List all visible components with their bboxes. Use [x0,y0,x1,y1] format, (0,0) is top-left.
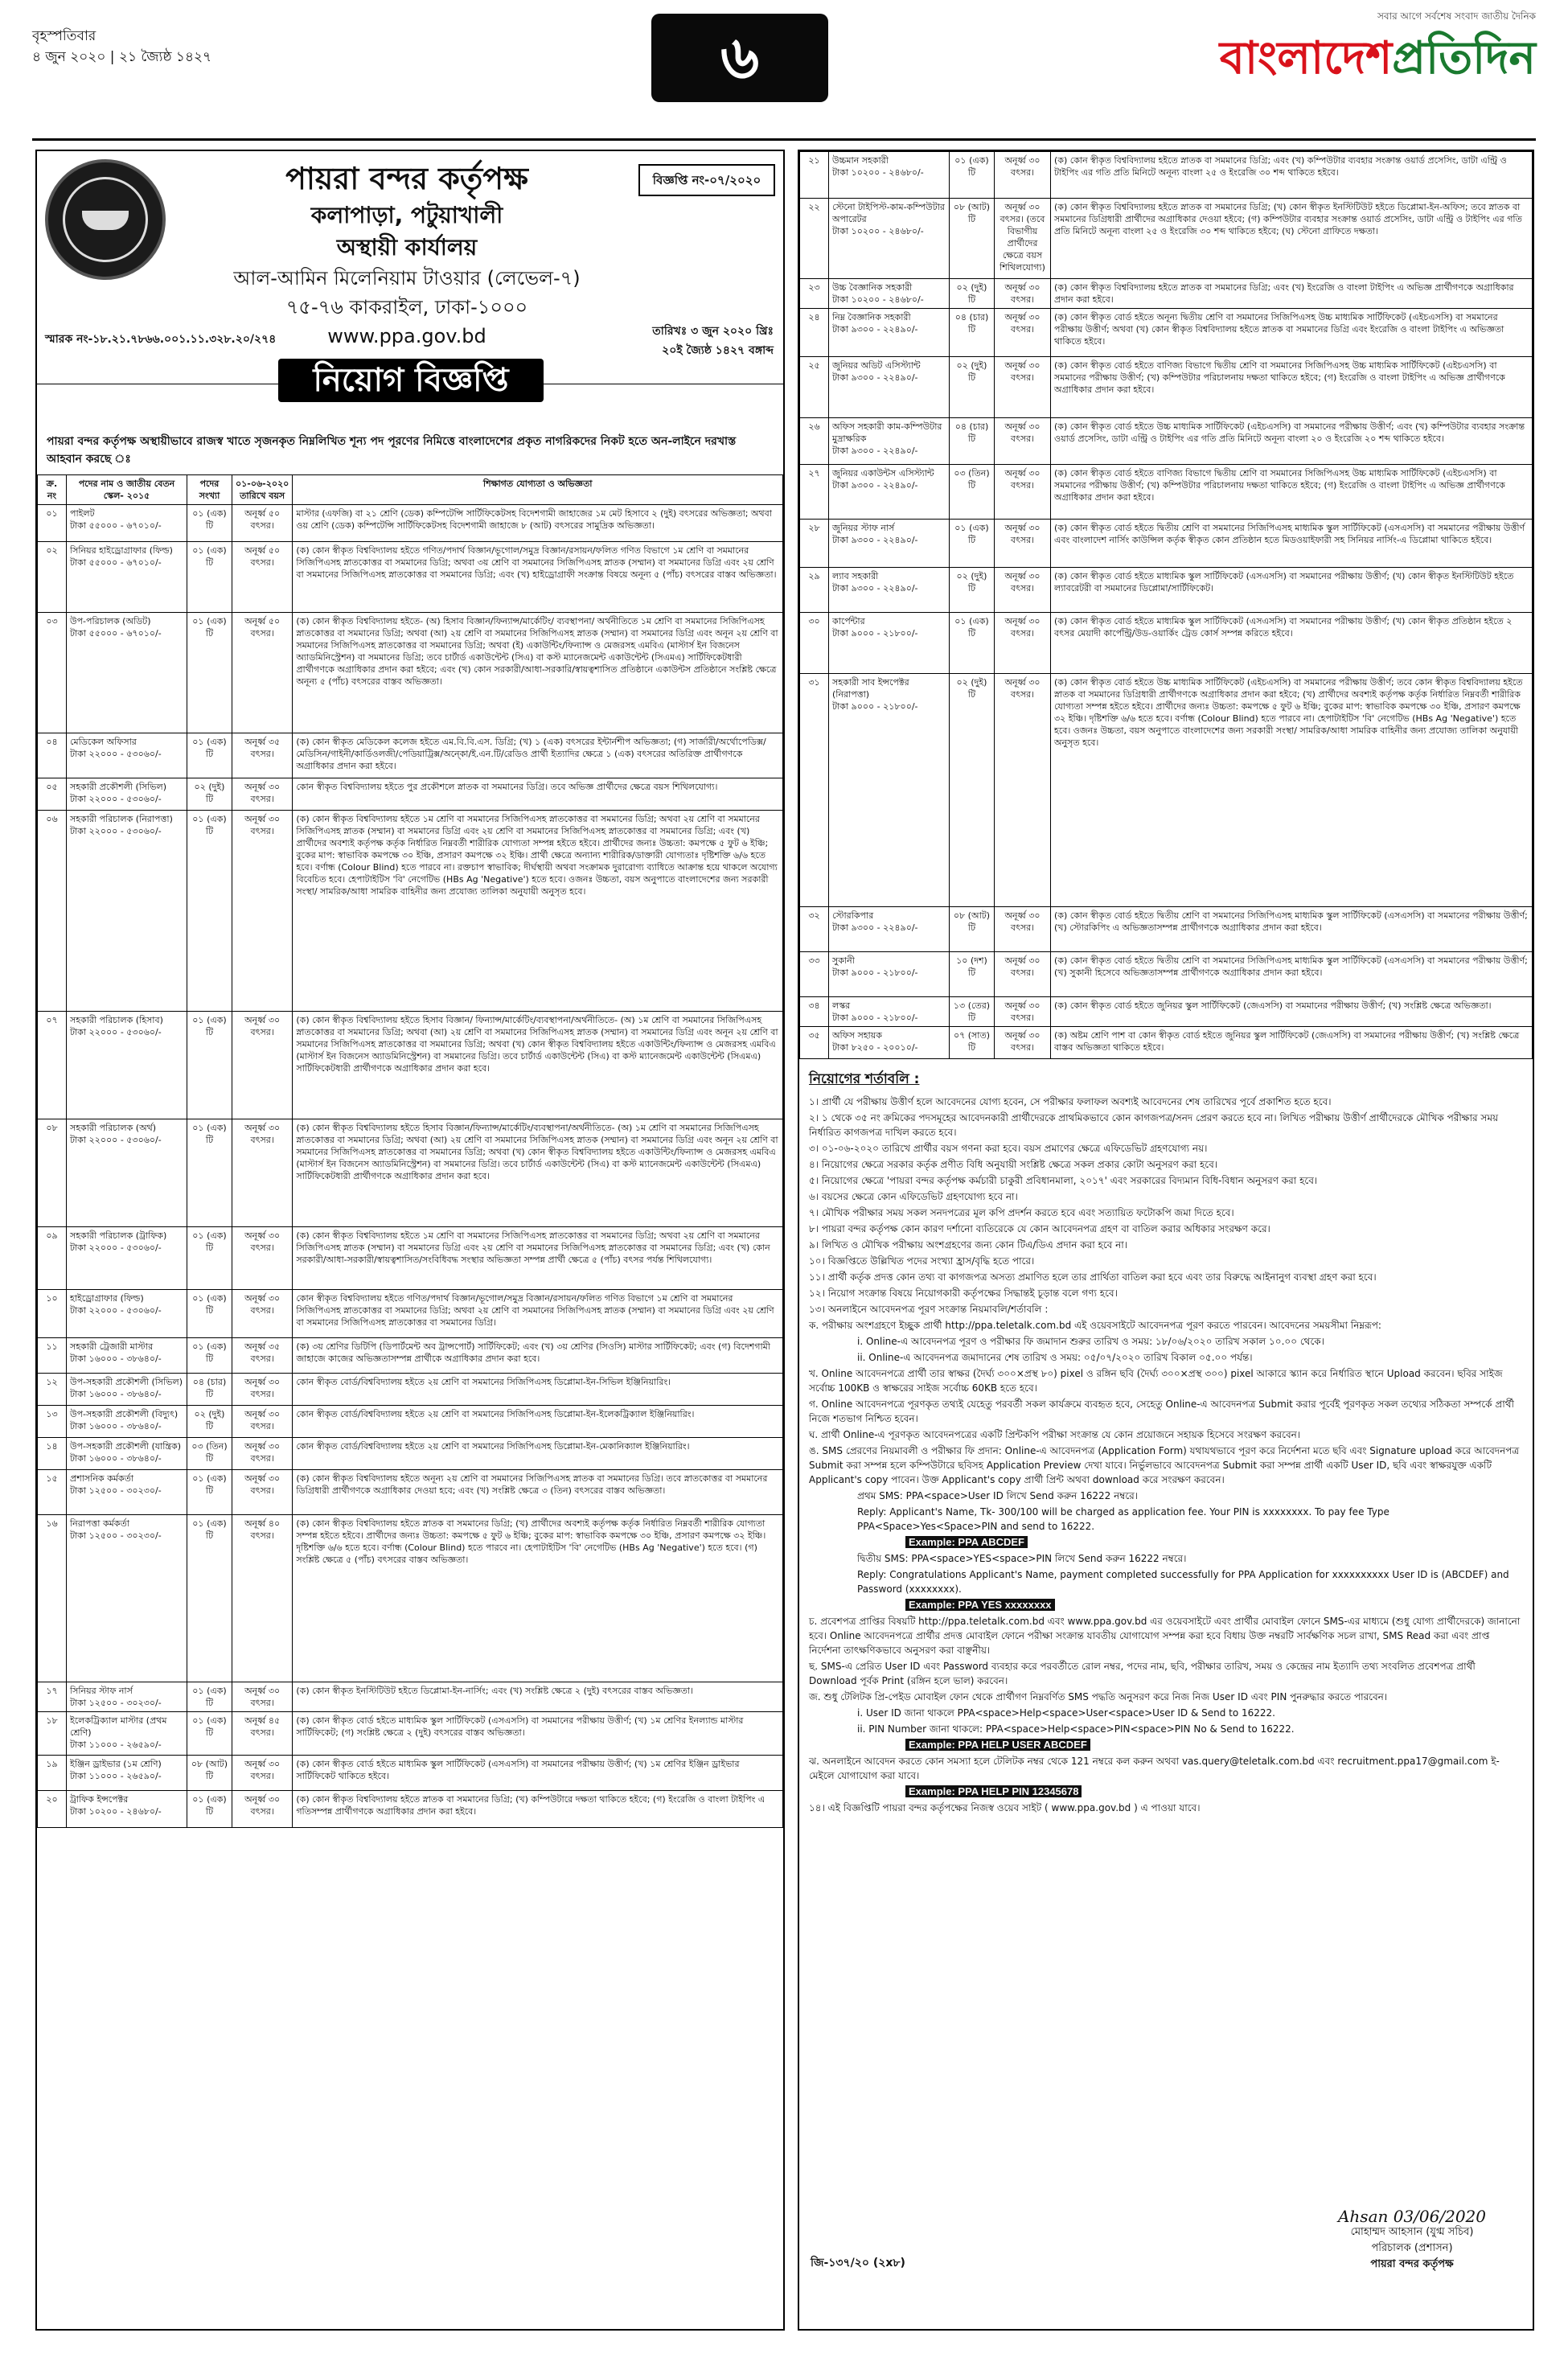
age-cell: অনূর্ধ্ব ৩০ বৎসর। [232,1470,293,1515]
qualification-cell: (ক) কোন স্বীকৃত বোর্ড হইতে মাধ্যমিক স্কুল সার্টিফিকেট (এসএসসি) বা সমমানের পরীক্ষায় উত্তীর্ণ; (খ) ১ম শ্রেণির ইনল্যান্ড মাস্টার সার্টিফিকেট; (গ) সংশ্লিষ্ট ক্ষেত্রে ২ (দুই) বৎসরের বাস্তব অভিজ্ঞতা। [293,1712,783,1756]
online-rule-item: Reply: Congratulations Applicant's Name, payment completed successfully for PPA Application for xxxxxxxxxx User ID is (ABCDEF) and Password (xxxxxxxx). [857,1569,1509,1595]
sl-cell: ২২ [800,199,829,279]
count-cell: ০২ (দুই) টি [950,674,995,907]
post-name-cell: ট্রাফিক ইন্সপেক্টর টাকা ১০২০০ - ২৪৬৮০/- [67,1791,187,1828]
count-cell: ০১ (এক) টি [187,1227,232,1290]
rule-item: ১২। নিয়োগ সংক্রান্ত বিষয়ে নিয়োগকারী কর্তৃপক্ষের সিদ্ধান্তই চূড়ান্ত বলে গণ্য হবে। [809,1288,1118,1299]
post-name-cell: সহকারী প্রকৌশলী (সিভিল) টাকা ২২০০০ - ৫৩০৬০/- [67,778,187,811]
post-name-cell: নিরাপত্তা কর্মকর্তা টাকা ১২৫০০ - ৩০২৩০/- [67,1515,187,1682]
age-cell: অনূর্ধ্ব ৩০ বৎসর। [232,778,293,811]
qualification-cell: (ক) কোন স্বীকৃত বোর্ড হইতে বাণিজ্য বিভাগে দ্বিতীয় শ্রেণি বা সমমানের সিজিপিএসহ উচ্চ মাধ্যমিক সার্টিফিকেট (এইচএসসি) বা সমমানের পরীক্ষায় উত্তীর্ণ; (খ) কম্পিউটার পরিচালনায় দক্ষতা থাকিতে হইবে; (গ) ইংরেজি ও বাংলা টাইপিং এ অভিজ্ঞ প্রার্থীগণকে অগ্রাধিকার প্রদান করা হইবে। [1051,465,1533,520]
qualification-cell: (ক) কোন স্বীকৃত বোর্ড হইতে উচ্চ মাধ্যমিক সার্টিফিকেট (এইচএসসি) বা সমমানের পরীক্ষায় উত্তীর্ণ; এবং (খ) কম্পিউটার ব্যবহার সংক্রান্ত ওয়ার্ড প্রসেসিং, ডাটা এন্ট্রি ও টাইপিং এর গতি প্রতি মিনিটে অনূন্য বাংলা ২০ ও ইংরেজি ২০ শব্দ থাকিতে হইবে। [1051,418,1533,465]
issue-date: বৃহস্পতিবার ৪ জুন ২০২০ | ২১ জ্যৈষ্ঠ ১৪২৭ [32,28,212,65]
online-rule-item: ১৪। এই বিজ্ঞপ্তিটি পায়রা বন্দর কর্তৃপক্ষের নিজস্ব ওয়েব সাইট ( www.ppa.gov.bd ) এ পাওয়া যাবে। [809,1802,1201,1813]
qualification-cell: (ক) কোন স্বীকৃত বোর্ড হইতে অনূন্য দ্বিতীয় শ্রেণি বা সমমানের সিজিপিএসহ উচ্চ মাধ্যমিক সার্টিফিকেট (এইচএসসি) বা সমমানের পরীক্ষায় উত্তীর্ণ; অথবা (খ) কোন স্বীকৃত বিশ্ববিদ্যালয় হইতে স্নাতক বা সমমানের ডিগ্রি এবং ইংরেজি ও বাংলা টাইপিং এ অভিজ্ঞতা থাকিতে হইবে। [1051,309,1533,357]
notice-title: নিয়োগ বিজ্ঞপ্তি [278,359,544,402]
qualification-cell: (ক) কোন স্বীকৃত বোর্ড হইতে জুনিয়র স্কুল সার্টিফিকেট (জেএসসি) বা সমমানের পরীক্ষায় উত্তীর্ণ; (খ) সংশ্লিষ্ট ক্ষেত্রে অভিজ্ঞতা। [1051,997,1533,1027]
rules-list [799,1095,1533,1815]
age-cell: অনূর্ধ্ব ৩০ বৎসর। [995,465,1051,520]
sl-cell: ২৯ [800,568,829,613]
sl-cell: ১৩ [38,1406,67,1438]
qualification-cell: (ক) কোন স্বীকৃত বিশ্ববিদ্যালয় হইতে ১ম শ্রেণি বা সমমানের সিজিপিএসহ স্নাতকোত্তর বা সমমানের ডিগ্রি; অথবা ২য় শ্রেণি বা সমমানের সিজিপিএসহ স্নাতক (সম্মান) বা সমমানের ডিগ্রি এবং ২য় শ্রেণি বা সমমানের সিজিপিএসহ স্নাতকোত্তর বা সমমানের ডিগ্রি; এবং (খ) প্রার্থীদের অবশ্যই কর্তৃপক্ষ কর্তৃক নির্ধারিত নিম্নবর্তী শারীরিক যোগ্যতা সম্পন্ন হইতে হইবে। প্রার্থীদের জন্যঃ উচ্চতা: কমপক্ষে ৫ ফুট ৬ ইঞ্চি; বুকের মাপ: স্বাভাবিক কমপক্ষে ৩০ ইঞ্চি, প্রসারণ কমপক্ষে ৩২ ইঞ্চি। প্রার্থী ক্ষেত্রে অন্যান্য শারীরিক/ডাক্তারী যোগ্যতাঃ দৃষ্টিশক্তি ৬/৬ হতে হবে। বর্ণান্ধ (Colour Blind) হতে পারবে না। রক্তচাপ স্বাভাবিক; দীর্ঘস্থায়ী অথবা সংক্রামক দুরারোগ্য ব্যাধিতে আক্রান্ত হয়ে থাকলে অযোগ্য বিবেচিত হবে। হেপাটাইটিস 'বি' নেগেটিভ (HBs Ag 'Negative') হতে হবে। ওজনঃ উচ্চতা, বয়স অনুপাতে বাংলাদেশের জন্য সরকারী সংস্থা/ সামরিক/আধা সামরিক বাহিনীর জন্য প্রযোজ্য তালিকা অনুযায়ী অনুসৃত হবে। [293,811,783,1012]
age-cell: অনূর্ধ্ব ৩০ বৎসর। [232,811,293,1012]
online-rule-item: ছ. SMS-এ প্রেরিত User ID এবং Password ব্যবহার করে পরবর্তীতে রোল নম্বর, পদের নাম, ছবি, পরীক্ষার তারিখ, সময় ও কেন্দ্রের নাম ইত্যাদি তথ্য সংবলিত প্রবেশপত্র প্রার্থী Download পূর্বক Print (রঙ্গিন হলে ভাল) করবেন। [809,1661,1476,1686]
sl-cell: ১৪ [38,1438,67,1470]
sl-cell: ১৭ [38,1682,67,1712]
newspaper-logo: সবার আগে সর্বশেষ সংবাদ জাতীয় দৈনিক বাংলাদেশপ্রতিদিন [1219,10,1536,84]
qualification-cell: (ক) কোন স্বীকৃত বিশ্ববিদ্যালয় হইতে স্নাতক বা সমমানের ডিগ্রি; (খ) কোন স্বীকৃত ইনস্টিটিউট হইতে ডিপ্লোমা-ইন-অফিস; তবে স্নাতক বা সমমানের ডিগ্রিধারী প্রার্থীদের অগ্রাধিকার দেওয়া হইবে; (গ) কম্পিউটার ব্যবহার সংক্রান্ত ওয়ার্ড প্রসেসিং, ডাটা এন্ট্রি ও টাইপিং এর গতি প্রতি মিনিটে অনূন্য বাংলা ২৫ ও ইংরেজি ৩০ শব্দ থাকিতে হইবে; (ঘ) স্টেনো গ্রাফিতে দক্ষতা। [1051,199,1533,279]
age-cell: অনূর্ধ্ব ৫০ বৎসর। [232,542,293,613]
qualification-cell: (ক) কোন স্বীকৃত বোর্ড হইতে দ্বিতীয় শ্রেণি বা সমমানের সিজিপিএসহ মাধ্যমিক স্কুল সার্টিফিকেট (এসএসসি) বা সমমানের পরীক্ষায় উত্তীর্ণ; (খ) স্টোরকিপিং এ অভিজ্ঞতাসম্পন্ন প্রার্থীগণকে অগ্রাধিকার প্রদান করা হইবে। [1051,907,1533,952]
post-name-cell: উপ-পরিচালক (অডিট) টাকা ৫৫০০০ - ৬৭০১০/- [67,613,187,733]
rule-item: ৫। নিয়োগের ক্ষেত্রে 'পায়রা বন্দর কর্তৃপক্ষ কর্মচারী চাকুরী প্রবিধানমালা, ২০১৭' এবং সরকারের বিদ্যমান বিধি-বিধান অনুসরণ করা হবে। [809,1175,1318,1186]
count-cell: ০৪ (চার) টি [950,309,995,357]
sl-cell: ০২ [38,542,67,613]
age-cell: অনূর্ধ্ব ৩০ বৎসর। [995,613,1051,674]
organization-block: পায়রা বন্দর কর্তৃপক্ষ কলাপাড়া, পটুয়াখালী অস্থায়ী কার্যালয় আল-আমিন মিলেনিয়াম টাওয়ার (লেভেল-৭) ৭৫-৭৬ কাকরাইল, ঢাকা-১০০০ www.ppa.gov.bd [233,161,581,347]
count-cell: ০১ (এক) টি [187,1682,232,1712]
sl-cell: ২১ [800,152,829,199]
sl-cell: ১৮ [38,1712,67,1756]
count-cell: ০২ (দুই) টি [187,1406,232,1438]
post-name-cell: স্টেনো টাইপিস্ট-কাম-কম্পিউটার অপারেটর টাকা ১০২০০ - ২৪৬৮০/- [829,199,950,279]
rule-item: ৪। নিয়োগের ক্ষেত্রে সরকার কর্তৃক প্রণীত বিধি অনুযায়ী সংশ্লিষ্ট ক্ষেত্রে সকল প্রকার কোটা অনুসরণ করা হবে। [809,1159,1218,1170]
post-name-cell: ইঞ্জিন ড্রাইভার (১ম শ্রেণি) টাকা ১১০০০ - ২৬৫৯০/- [67,1756,187,1791]
notice-intro: পায়রা বন্দর কর্তৃপক্ষ অস্থায়ীভাবে রাজস্ব খাতে সৃজনকৃত নিম্নলিখিত শূন্য পদ পূরণের নিমিত্তে বাংলাদেশের প্রকৃত নাগরিকদের নিকট হতে অন-লাইনে দরখাস্ত আহবান করছে ঃ [47,435,737,466]
sl-cell: ০৩ [38,613,67,733]
rule-item: ১। প্রার্থী যে পরীক্ষায় উত্তীর্ণ হলে আবেদনের যোগ্য হবেন, সে পরীক্ষার ফলাফল অবশ্যই আবেদনের শেষ তারিখের পূর্বে প্রকাশিত হতে হবে। [809,1096,1332,1107]
sl-cell: ১০ [38,1290,67,1338]
rule-item: ৯। লিখিত ও মৌখিক পরীক্ষায় অংশগ্রহণের জন্য কোন টিএ/ডিএ প্রদান করা হবে না। [809,1239,1128,1251]
sl-cell: ১১ [38,1338,67,1374]
table-row [38,1756,783,1791]
post-name-cell: সিনিয়র স্টাফ নার্স টাকা ১২৫০০ - ৩০২৩০/- [67,1682,187,1712]
sl-cell: ০১ [38,505,67,542]
age-cell: অনূর্ধ্ব ৩৫ বৎসর। [232,733,293,778]
count-cell: ০১ (এক) টি [950,520,995,568]
sl-cell: ৩৫ [800,1027,829,1059]
qualification-cell: (ক) কোন স্বীকৃত বিশ্ববিদ্যালয় হইতে স্নাতক বা সমমানের ডিগ্রি; এবং (খ) ইংরেজি ও বাংলা টাইপিং এ অভিজ্ঞ প্রার্থীগণকে অগ্রাধিকার প্রদান করা হইবে। [1051,279,1533,309]
post-name-cell: জুনিয়র একাউন্টস এসিস্ট্যান্ট টাকা ৯৩০০ - ২২৪৯০/- [829,465,950,520]
count-cell: ০১ (এক) টি [187,1012,232,1119]
age-cell: অনূর্ধ্ব ৩০ বৎসর। [995,357,1051,418]
sl-cell: ০৪ [38,733,67,778]
qualification-cell: কোন স্বীকৃত বিশ্ববিদ্যালয় হইতে পুর প্রকৌশলে স্নাতক বা সমমানের ডিগ্রি। তবে অভিজ্ঞ প্রার্থীদের ক্ষেত্রে বয়স শিথিলযোগ্য। [293,778,783,811]
age-cell: অনূর্ধ্ব ৩০ বৎসর। [232,1756,293,1791]
post-name-cell: প্রশাসনিক কর্মকর্তা টাকা ১২৫০০ - ৩০২৩০/- [67,1470,187,1515]
post-name-cell: স্টোরকিপার টাকা ৯৩০০ - ২২৪৯০/- [829,907,950,952]
table-row [800,568,1533,613]
age-cell: অনূর্ধ্ব ৩০ বৎসর। [232,1682,293,1712]
post-name-cell: অফিস সহকারী কাম-কম্পিউটার মুদ্রাক্ষরিক টাকা ৯৩০০ - ২২৪৯০/- [829,418,950,465]
qualification-cell: (ক) কোন স্বীকৃত বিশ্ববিদ্যালয় হইতে স্নাতক বা সমমানের ডিগ্রি; এবং (খ) কম্পিউটার ব্যবহার সংক্রান্ত ওয়ার্ড প্রসেসিং, ডাটা এন্ট্রি ও টাইপিং এর গতি প্রতি মিনিটে অনূন্য বাংলা ২৫ ও ইংরেজি ৩০ শব্দ থাকিতে হইবে। [1051,152,1533,199]
age-cell: অনূর্ধ্ব ৩০ বৎসর। [232,1438,293,1470]
qualification-cell: (ক) কোন স্বীকৃত মেডিকেল কলেজ হইতে এম.বি.বি.এস. ডিগ্রি; (খ) ১ (এক) বৎসরের ইন্টার্নশীপ অভিজ্ঞতা; (গ) সার্জারী/অর্থোপেডিক্স/মেডিসিন/গাইনী/কার্ডিওলজী/পেডিয়াট্রিক্স/অন্কো/ই.এন.টি/রেডিও প্রার্থী ইত্যাদির ক্ষেত্রে ১ (এক) বৎসরের অতিরিক্ত প্রার্থীগণকে অগ্রাধিকার প্রদান করা হইবে। [293,733,783,778]
masthead-divider [32,138,1536,141]
post-name-cell: কার্পেন্টার টাকা ৯০০০ - ২১৮০০/- [829,613,950,674]
online-rule-item: ক. পরীক্ষায় অংশগ্রহণে ইচ্ছুক প্রার্থী http://ppa.teletalk.com.bd এই ওয়েবসাইটে আবেদনপত্র পূরণ করতে পারবেন। আবেদনের সময়সীমা নিম্নরূপ: [809,1320,1381,1331]
online-rule-item: ii. PIN Number জানা থাকলে: PPA<space>Help<space>PIN<space>PIN No & Send to 16222. [857,1723,1295,1735]
rule-item: ৮। পায়রা বন্দর কর্তৃপক্ষ কোন কারণ দর্শানো ব্যতিরেকে যে কোন আবেদনপত্র গ্রহণ বা বাতিল করার অধিকার সংরক্ষণ করে। [809,1223,1270,1234]
qualification-cell: (ক) কোন স্বীকৃত বিশ্ববিদ্যালয় হইতে হিসাব বিজ্ঞান/ফিন্যান্স/মার্কেটিং/ব্যবস্থাপনা/অর্থনীতিতে- (অ) ১ম শ্রেণি বা সমমানের সিজিপিএসহ স্নাতকোত্তর বা সমমানের ডিগ্রি; অথবা (আ) ২য় শ্রেণি বা সমমানের সিজিপিএসহ স্নাতক (সম্মান) বা সমমানের ডিগ্রি এবং অনূন ২য় শ্রেণি বা সমমানের সিজিপিএসহ স্নাতকোত্তর বা সমমানের ডিগ্রি; অথবা (খ) কোন স্বীকৃত বিশ্ববিদ্যালয় হইতে একাউন্টিং/ফিন্যান্স ও মেজরসহ এমবিএ (মাস্টার্স ইন বিজনেস অ্যাডমিনিস্ট্রেশন) বা সমমানের ডিগ্রি। তবে চার্টার্ড একাউন্টেন্ট (সিএ) বা কস্ট ম্যানেজমেন্ট একাউন্টেন্ট (সিএমএ) সার্টিফিকেটধারী প্রার্থীগণকে অগ্রাধিকার প্রদান করা হবে। [293,1119,783,1227]
online-rule-item: দ্বিতীয় SMS: PPA<space>YES<space>PIN লিখে Send করুন 16222 নম্বরে। [857,1553,1187,1564]
table-row [38,1438,783,1470]
notice-date: তারিখঃ ৩ জুন ২০২০ খ্রিঃ ২০ই জ্যৈষ্ঠ ১৪২৭ বঙ্গাব্দ [652,325,774,357]
ad-code: জি-১৩৭/২০ (২x৮) [811,2257,905,2269]
sms-example: Example: PPA HELP USER ABCDEF [905,1738,1523,1752]
age-cell: অনূর্ধ্ব ৩০ বৎসর। [995,674,1051,907]
post-name-cell: ইলেকট্রিক্যাল মাস্টার (প্রথম শ্রেণি) টাকা ১১০০০ - ২৬৫৯০/- [67,1712,187,1756]
sl-cell: ২৭ [800,465,829,520]
count-cell: ০১ (এক) টি [187,542,232,613]
count-cell: ০৮ (আট) টি [950,199,995,279]
age-cell: অনূর্ধ্ব ৫০ বৎসর। [232,505,293,542]
signature-block: Ahsan 03/06/2020 মোহাম্মদ আহসান (যুগ্ম সচিব) পরিচালক (প্রশাসন) পায়রা বন্দর কর্তৃপক্ষ [1307,2208,1517,2273]
table-row [38,778,783,811]
age-cell: অনূর্ধ্ব ৩৫ বৎসর। [232,1338,293,1374]
table-row [800,997,1533,1027]
post-name-cell: অফিস সহায়ক টাকা ৮২৫০ - ২০০১০/- [829,1027,950,1059]
count-cell: ০১ (এক) টি [950,152,995,199]
post-name-cell: উপ-সহকারী প্রকৌশলী (বিদ্যুৎ) টাকা ১৬০০০ - ৩৮৬৪০/- [67,1406,187,1438]
qualification-cell: (ক) কোন স্বীকৃত বোর্ড হইতে মাধ্যমিক স্কুল সার্টিফিকেট (এসএসসি) বা সমমানের পরীক্ষায় উত্তীর্ণ; (খ) কোন স্বীকৃত ইনস্টিটিউট হইতে ল্যাবরেটরী বা সমমানের ডিপ্লোমা/সার্টিফিকেট। [1051,568,1533,613]
online-rule-item: প্রথম SMS: PPA<space>User ID লিখে Send করুন 16222 নম্বরে। [857,1490,1139,1501]
count-cell: ০২ (দুই) টি [187,778,232,811]
notice-header [37,151,783,384]
table-row [38,613,783,733]
online-rule-item: ঘ. প্রার্থী Online-এ পূরণকৃত আবেদনপত্রের একটি প্রিন্টকপি পরীক্ষা সংক্রান্ত যে কোন প্রয়োজনে সহায়ক হিসেবে সংরক্ষণ করবেন। [809,1429,1301,1440]
age-cell: অনূর্ধ্ব ৩০ বৎসর। [232,1119,293,1227]
post-name-cell: উচ্চমান সহকারী টাকা ১০২০০ - ২৪৬৮০/- [829,152,950,199]
age-cell: অনূর্ধ্ব ৩০ বৎসর। [995,1027,1051,1059]
qualification-cell: (ক) ৩য় শ্রেণির ডিটিপি (ডিপার্টমেন্ট অব ট্রান্সপোর্ট) সার্টিফিকেট; এবং (খ) ৩য় শ্রেণির (সিওসি) মাস্টার সার্টিফিকেট; এবং (গ) বিদেশগামী জাহাজে কাজের অভিজ্ঞতাসম্পন্ন প্রার্থীকে অগ্রাধিকার প্রদান করা হবে। [293,1338,783,1374]
rule-item: ৭। মৌখিক পরীক্ষার সময় সকল সনদপত্রের মূল কপি প্রদর্শন করতে হবে এবং সত্যায়িত ফটোকপি জমা দিতে হবে। [809,1207,1234,1218]
count-cell: ০১ (এক) টি [187,811,232,1012]
sms-example: Example: PPA ABCDEF [905,1535,1523,1550]
signature: Ahsan 03/06/2020 [1337,2207,1487,2226]
sl-cell: ৩১ [800,674,829,907]
age-cell: অনূর্ধ্ব ৩০ বৎসর। [995,309,1051,357]
online-rule-item: খ. Online আবেদনপত্রে প্রার্থী তার স্বাক্ষর (দৈর্ঘ্য ৩০০×প্রস্থ ৮০) pixel ও রঙ্গিন ছবি (দৈর্ঘ্য ৩০০×প্রস্থ ৩০০) pixel আকারে স্ক্যান করে নির্ধারিত স্থানে Upload করবেন। ছবির সাইজ সর্বোচ্চ 100KB ও স্বাক্ষরের সাইজ সর্বোচ্চ 60KB হতে হবে। [809,1368,1503,1394]
count-cell: ০৩ (তিন) টি [950,465,995,520]
online-rule-item: চ. প্রবেশপত্র প্রাপ্তির বিষয়টি http://ppa.teletalk.com.bd এবং www.ppa.gov.bd এর ওয়েবসাইটে এবং প্রার্থীর মোবাইল ফোনে SMS-এর মাধ্যমে (শুধু যোগ্য প্রার্থীদেরকে) জানানো হবে। Online আবেদনপত্রে প্রার্থীর প্রদত্ত মোবাইল ফোনে পরীক্ষা সংক্রান্ত যাবতীয় যোগাযোগ সম্পন্ন করা হবে বিধায় উক্ত নম্বরটি সার্বক্ষণিক সচল রাখা, SMS Read করা এবং প্রাপ্ত নির্দেশনা তাৎক্ষণিকভাবে অনুসরণ করা বাঞ্ছনীয়। [809,1616,1521,1656]
qualification-cell: মাস্টার (এফজি) বা ২১ শ্রেণি (ডেক) কম্পিটেন্সি সার্টিফিকেটসহ বিদেশগামী জাহাজের ১ম মেট হিসাবে ২ (দুই) বৎসরের অভিজ্ঞতা; অথবা ওয় শ্রেণি (ডেক) কম্পিটেন্সি সার্টিফিকেটসহ বিদেশগামী জাহাজে ৮ (আট) বৎসরের সামুদ্রিক অভিজ্ঞতা। [293,505,783,542]
age-cell: অনূর্ধ্ব ৩০ বৎসর। [995,279,1051,309]
qualification-cell: কোন স্বীকৃত বিশ্ববিদ্যালয় হইতে গণিত/পদার্থ বিজ্ঞান/ভূগোল/সমুদ্র বিজ্ঞান/রসায়ন/ফলিত গণিত বিভাগে ১ম শ্রেণি বা সমমানের সিজিপিএসহ স্নাতকোত্তর বা সমমানের ডিগ্রি; অথবা ২য় শ্রেণি বা সমমানের সিজিপিএসহ স্নাতক (সম্মান) বা সমমানের ডিগ্রি এবং ২য় শ্রেণি বা সমমানের সিজিপিএসহ স্নাতকোত্তর বা সমমানের ডিগ্রি। [293,1290,783,1338]
sl-cell: ০৯ [38,1227,67,1290]
qualification-cell: (ক) কোন স্বীকৃত বিশ্ববিদ্যালয় হইতে অনূন্য ২য় শ্রেণি বা সমমানের সিজিপিএসহ স্নাতক বা সমমানের ডিগ্রি। তবে স্নাতকোত্তর বা সমমানের ডিগ্রিধারী প্রার্থীগণকে অগ্রাধিকার দেওয়া হবে; এবং (খ) সংশ্লিষ্ট ক্ষেত্রে ৩ (তিন) বৎসরের বাস্তব অভিজ্ঞতা। [293,1470,783,1515]
posts-table-right [799,151,1533,1059]
online-rule-item: i. Online-এ আবেদনপত্র পূরণ ও পরীক্ষার ফি জমাদান শুরুর তারিখ ও সময়: ১৮/০৬/২০২০ তারিখ সকাল ১০.০০ থেকে। [857,1336,1324,1347]
post-name-cell: সহকারী পরিচালক (নিরাপত্তা) টাকা ২২০০০ - ৫৩০৬০/- [67,811,187,1012]
notice-left-column [35,150,785,2331]
online-rule-item: ঝ. অনলাইনে আবেদন করতে কোন সমস্যা হলে টেলিটক নম্বর থেকে 121 নম্বরে কল করুন অথবা vas.query@teletalk.com.bd এবং recruitment.ppa17@gmail.com ই-মেইলে যোগাযোগ করা যাবে। [809,1756,1500,1781]
age-cell: অনূর্ধ্ব ৩০ বৎসর। [232,1012,293,1119]
masthead [32,10,1536,130]
count-cell: ০১ (এক) টি [950,613,995,674]
count-cell: ০২ (দুই) টি [950,357,995,418]
table-row [38,1374,783,1406]
post-name-cell: উচ্চ বৈজ্ঞানিক সহকারী টাকা ১০২০০ - ২৪৬৮০/- [829,279,950,309]
count-cell: ০১ (এক) টি [187,1470,232,1515]
sl-cell: ২৮ [800,520,829,568]
table-row [800,199,1533,279]
qualification-cell: (ক) কোন স্বীকৃত বোর্ড হইতে মাধ্যমিক স্কুল সার্টিফিকেট (এসএসসি) বা সমমানের পরীক্ষায় উত্তীর্ণ; (খ) ১ম শ্রেণির ইঞ্জিন ড্রাইভার সার্টিফিকেট থাকিতে হইবে। [293,1756,783,1791]
age-cell: অনূর্ধ্ব ৪০ বৎসর। [232,1515,293,1682]
table-row [800,674,1533,907]
online-rule-item: i. User ID জানা থাকলে PPA<space>Help<space>User<space>User ID & Send to 16222. [857,1707,1275,1719]
qualification-cell: (ক) অষ্টম শ্রেণি পাশ বা কোন স্বীকৃত বোর্ড হইতে জুনিয়র স্কুল সার্টিফিকেট (জেএসসি) বা সমমানের পরীক্ষায় উত্তীর্ণ; (খ) সংশ্লিষ্ট ক্ষেত্রে বাস্তব অভিজ্ঞতা থাকিতে হইবে। [1051,1027,1533,1059]
sl-cell: ১৫ [38,1470,67,1515]
post-name-cell: ল্যাব সহকারী টাকা ৯৩০০ - ২২৪৯০/- [829,568,950,613]
qualification-cell: (ক) কোন স্বীকৃত বিশ্ববিদ্যালয় হইতে- (অ) হিসাব বিজ্ঞান/ফিন্যান্স/মার্কেটিং/ ব্যবস্থাপনা/ অর্থনীতিতে ১ম শ্রেণি বা সমমানের সিজিপিএসহ স্নাতকোত্তর বা সমমানের ডিগ্রি; অথবা (আ) ২য় শ্রেণি বা সমমানের সিজিপিএসহ স্নাতক (সম্মান) বা সমমানের ডিগ্রি এবং অনূন ২য় শ্রেণি বা সমমানের সিজিপিএসহ স্নাতকোত্তর বা সমমানের ডিগ্রি; অথবা (ই) একাউন্টিং/ফিন্যান্স ও মেজরসহ এমবিএ (মাস্টার্স ইন বিজনেস অ্যাডমিনিস্ট্রেশন) বা সমমানের ডিগ্রি; তবে চার্টার্ড একাউন্টেন্ট (সিএ) বা কস্ট ম্যানেজমেন্ট একাউন্টেন্ট (সিএমএ) সার্টিফিকেটধারী প্রার্থীগণকে অগ্রাধিকার প্রদান করা হইবে; এবং (খ) কোন সরকারী/আধা-সরকারি/স্বায়ত্বশাসিত প্রতিষ্ঠানে একাউন্টস প্রতিষ্ঠানে সংশ্লিষ্ট ক্ষেত্রে অনূন্য ৫ (পাঁচ) বৎসরের বাস্তব অভিজ্ঞতা। [293,613,783,733]
post-name-cell: উপ-সহকারী প্রকৌশলী (সিভিল) টাকা ১৬০০০ - ৩৮৬৪০/- [67,1374,187,1406]
qualification-cell: (ক) কোন স্বীকৃত বিশ্ববিদ্যালয় হইতে ১ম শ্রেণি বা সমমানের সিজিপিএসহ স্নাতকোত্তর বা সমমানের ডিগ্রি; অথবা ২য় শ্রেণি বা সমমানের সিজিপিএসহ স্নাতক (সম্মান) বা সমমানের ডিগ্রি এবং ২য় শ্রেণি বা সমমানের সিজিপিএসহ স্নাতকোত্তর বা সমমানের ডিগ্রি; এবং (খ) কোন সরকারী/আধা-সরকারী/স্বায়ত্বশাসিত/সংবিধিবদ্ধ সংস্থার অভিজ্ঞতা সম্পন্ন প্রার্থী ক্ষেত্রে ৫ (পাঁচ) বৎসর পর্যন্ত শিথিলযোগ্য। [293,1227,783,1290]
sl-cell: ০৫ [38,778,67,811]
count-cell: ০৮ (আট) টি [950,907,995,952]
post-name-cell: সহকারী ট্রেজারী মাস্টার টাকা ১৬০০০ - ৩৮৬৪০/- [67,1338,187,1374]
age-cell: অনূর্ধ্ব ৩০ বৎসর। [995,907,1051,952]
table-row [38,811,783,1012]
age-cell: অনূর্ধ্ব ৩০ বৎসর। [232,1791,293,1828]
table-row [38,1119,783,1227]
sl-cell: ২৩ [800,279,829,309]
count-cell: ০৪ (চার) টি [187,1374,232,1406]
age-cell: অনূর্ধ্ব ৩০ বৎসর। [995,520,1051,568]
post-name-cell: মেডিকেল অফিসার টাকা ২২০০০ - ৫৩০৬০/- [67,733,187,778]
count-cell: ০১ (এক) টি [187,733,232,778]
qualification-cell: (ক) কোন স্বীকৃত বিশ্ববিদ্যালয় হইতে স্নাতক বা সমমানের ডিগ্রি; (খ) কম্পিউটারে দক্ষতা থাকিতে হইবে; (গ) ইংরেজি ও বাংলা টাইপিং এ গতিসম্পন্ন প্রার্থীগণকে অগ্রাধিকার প্রদান করা হইবে। [293,1791,783,1828]
post-name-cell: লস্কর টাকা ৯০০০ - ২১৮০০/- [829,997,950,1027]
count-cell: ০৮ (আট) টি [187,1756,232,1791]
memo-number: স্মারক নং-১৮.২১.৭৮৬৬.০০১.১১.৩২৮.২০/২৭৪ [45,333,277,346]
table-row [38,1227,783,1290]
sl-cell: ৩০ [800,613,829,674]
sms-example: Example: PPA HELP PIN 12345678 [905,1785,1523,1799]
age-cell: অনূর্ধ্ব ৪৫ বৎসর। [232,1712,293,1756]
post-name-cell: উপ-সহকারী প্রকৌশলী (যান্ত্রিক) টাকা ১৬০০০ - ৩৮৬৪০/- [67,1438,187,1470]
rule-item: ৬। বয়সের ক্ষেত্রে কোন এফিডেভিট গ্রহণযোগ্য হবে না। [809,1191,1018,1202]
page-number: ৬ [651,14,828,102]
count-cell: ১৩ (তের) টি [950,997,995,1027]
post-name-cell: জুনিয়র স্টাফ নার্স টাকা ৯৩০০ - ২২৪৯০/- [829,520,950,568]
rule-item: ১০। বিজ্ঞপ্তিতে উল্লিখিত পদের সংখ্যা হ্রাস/বৃদ্ধি হতে পারে। [809,1255,1035,1267]
age-cell: অনূর্ধ্ব ৩০ বৎসর। [232,1374,293,1406]
qualification-cell: (ক) কোন স্বীকৃত বোর্ড হইতে মাধ্যমিক স্কুল সার্টিফিকেট (এসএসসি) বা সমমানের পরীক্ষায় উত্তীর্ণ; (খ) কোন স্বীকৃত প্রতিষ্ঠান হইতে ২ বৎসর মেয়াদী কার্পেন্ট্রি/উড-ওয়ার্কিং ট্রেড কোর্স সম্পন্ন করিতে হইবে। [1051,613,1533,674]
table-row [38,505,783,542]
table-row [38,1290,783,1338]
table-row [800,520,1533,568]
qualification-cell: (ক) কোন স্বীকৃত বিশ্ববিদ্যালয় হইতে গণিত/পদার্থ বিজ্ঞান/ভূগোল/সমুদ্র বিজ্ঞান/রসায়ন/ফলিত গণিত বিভাগে ১ম শ্রেণি বা সমমানের সিজিপিএসহ স্নাতকোত্তর বা সমমানের ডিগ্রি; অথবা ৩য় শ্রেণি বা সমমানের সিজিপিএসহ স্নাতক (সম্মান) বা সমমানের ডিগ্রি এবং ২য় শ্রেণি বা সমমানের সিজিপিএসহ স্নাতকোত্তর বা সমমানের ডিগ্রি; এবং (খ) হাইড্রোগ্রাফী সংক্রান্ত বিষয়ে অনূন্য ৫ (পাঁচ) বৎসরের বাস্তব অভিজ্ঞতা। [293,542,783,613]
table-row [800,357,1533,418]
table-row [38,1791,783,1828]
notice-right-column [798,150,1534,2331]
post-name-cell: সুকানী টাকা ৯০০০ - ২১৮০০/- [829,952,950,997]
table-row [38,1012,783,1119]
online-rule-item: ঙ. SMS প্রেরণের নিয়মাবলী ও পরীক্ষার ফি প্রদান: Online-এ আবেদনপত্র (Application Form) যথাযথভাবে পূরণ করে নির্দেশনা মতে ছবি এবং Signature upload করে আবেদনপত্র Submit করা সম্পন্ন হলে কম্পিউটারে ছবিসহ Application Preview দেখা যাবে। নির্ভুলভাবে আবেদনপত্র Submit করা সম্পন্ন প্রার্থী একটি User ID, ছবি এবং স্বাক্ষরযুক্ত একটি Applicant's copy পাবেন। উক্ত Applicant's copy প্রার্থী প্রিন্ট অথবা download করে সংরক্ষণ করবেন। [809,1445,1520,1485]
qualification-cell: (ক) কোন স্বীকৃত বোর্ড হইতে বাণিজ্য বিভাগে দ্বিতীয় শ্রেণি বা সমমানের সিজিপিএসহ উচ্চ মাধ্যমিক সার্টিফিকেট (এইচএসসি) বা সমমানের পরীক্ষায় উত্তীর্ণ; (খ) কম্পিউটার পরিচালনায় দক্ষতা থাকিতে হইবে; (গ) ইংরেজি ও বাংলা টাইপিং এ অভিজ্ঞ প্রার্থীগণকে অগ্রাধিকার প্রদান করা হইবে। [1051,357,1533,418]
qualification-cell: কোন স্বীকৃত বোর্ড/বিশ্ববিদ্যালয় হইতে ২য় শ্রেণি বা সমমানের সিজিপিএসহ ডিপ্লোমা-ইন-সিভিল ইঞ্জিনিয়ারিং। [293,1374,783,1406]
table-row [800,279,1533,309]
table-row [800,418,1533,465]
count-cell: ০১ (এক) টি [187,505,232,542]
sl-cell: ২০ [38,1791,67,1828]
age-cell: অনূর্ধ্ব ৩০ বৎসর। [995,997,1051,1027]
count-cell: ০৭ (সাত) টি [950,1027,995,1059]
age-cell: অনূর্ধ্ব ৩০ বৎসর। [232,1227,293,1290]
table-row [800,952,1533,997]
age-cell: অনূর্ধ্ব ৩০ বৎসর। (তবে বিভাগীয় প্রার্থীদের ক্ষেত্রে বয়স শিথিলযোগ্য) [995,199,1051,279]
count-cell: ০১ (এক) টি [187,1290,232,1338]
count-cell: ০১ (এক) টি [187,1515,232,1682]
table-row [800,152,1533,199]
sl-cell: ৩৩ [800,952,829,997]
qualification-cell: (ক) কোন স্বীকৃত বোর্ড হইতে দ্বিতীয় শ্রেণি বা সমমানের সিজিপিএসহ মাধ্যমিক স্কুল সার্টিফিকেট (এসএসসি) বা সমমানের পরীক্ষায় উত্তীর্ণ এবং বাংলাদেশ নার্সিং কাউন্সিল কর্তৃক স্বীকৃত কোন প্রতিষ্ঠান হতে মিডওয়াইফারী সহ সিনিয়র নার্সিং-এ ডিপ্লোমা থাকিতে হইবে। [1051,520,1533,568]
age-cell: অনূর্ধ্ব ৩০ বৎসর। [995,152,1051,199]
sl-cell: ০৮ [38,1119,67,1227]
qualification-cell: (ক) কোন স্বীকৃত ইনস্টিটিউট হইতে ডিপ্লোমা-ইন-নার্সিং; এবং (খ) সংশ্লিষ্ট ক্ষেত্রে ২ (দুই) বৎসরের বাস্তব অভিজ্ঞতা। [293,1682,783,1712]
count-cell: ০৪ (চার) টি [950,418,995,465]
post-name-cell: সিনিয়র হাইড্রোগ্রাফার (ফিল্ড) টাকা ৫৫০০০ - ৬৭০১০/- [67,542,187,613]
table-row [800,465,1533,520]
age-cell: অনূর্ধ্ব ৩০ বৎসর। [232,1290,293,1338]
rule-item: ১১। প্রার্থী কর্তৃক প্রদত্ত কোন তথ্য বা কাগজপত্র অসত্য প্রমাণিত হলে তার প্রার্থিতা বাতিল করা হবে এবং তার বিরুদ্ধে আইনানুগ ব্যবস্থা গ্রহণ করা হবে। [809,1271,1377,1283]
sl-cell: ১২ [38,1374,67,1406]
count-cell: ০১ (এক) টি [187,1338,232,1374]
table-row [38,1515,783,1682]
post-name-cell: পাইলট টাকা ৫৫০০০ - ৬৭০১০/- [67,505,187,542]
sl-cell: ৩৪ [800,997,829,1027]
online-rule-item: ii. Online-এ আবেদনপত্র জমাদানের শেষ তারিখ ও সময়: ০৫/০৭/২০২০ তারিখ বিকাল ০৫.০০ পর্যন্ত। [857,1352,1253,1363]
sl-cell: ২৫ [800,357,829,418]
online-rule-item: গ. Online আবেদনপত্রে পূরণকৃত তথ্যই যেহেতু পরবর্তী সকল কার্যক্রমে ব্যবহৃত হবে, সেহেতু Online-এ আবেদনপত্র Submit করার পূর্বেই পূরণকৃত সকল তথ্যের সঠিকতা সম্পর্কে প্রার্থী নিজে শতভাগ নিশ্চিত হবেন। [809,1399,1514,1424]
sms-example: Example: PPA YES xxxxxxxx [905,1598,1523,1612]
qualification-cell: (ক) কোন স্বীকৃত বোর্ড হইতে উচ্চ মাধ্যমিক সার্টিফিকেট (এইচএসসি) বা সমমানের পরীক্ষায় উত্তীর্ণ; তবে কোন স্বীকৃত বিশ্ববিদ্যালয় হইতে স্নাতক বা সমমানের ডিগ্রিধারী প্রার্থীগণকে অগ্রাধিকার প্রদান করা হইবে; (খ) প্রার্থীদের অবশ্যই কর্তৃপক্ষ কর্তৃক নির্ধারিত নিম্নবর্তী শারীরিক যোগ্যতা সম্পন্ন হইতে হইবে। প্রার্থীদের জন্যঃ উচ্চতা: কমপক্ষে ৫ ফুট ৬ ইঞ্চি; বুকের মাপ: স্বাভাবিক কমপক্ষে ৩০ ইঞ্চি, প্রসারণ কমপক্ষে ৩২ ইঞ্চি। দৃষ্টিশক্তি ৬/৬ হতে হবে। বর্ণান্ধ (Colour Blind) হতে পারবে না। হেপাটাইটিস 'বি' নেগেটিভ (HBs Ag 'Negative') হতে হবে। ওজনঃ উচ্চতা, বয়স অনুপাতে বাংলাদেশের জন্য সরকারী সংস্থা/ সামরিক/আধা সামরিক বাহিনীর জন্য প্রযোজ্য তালিকা অনুযায়ী অনুসৃত হবে। [1051,674,1533,907]
count-cell: ০১ (এক) টি [187,613,232,733]
age-cell: অনূর্ধ্ব ৩০ বৎসর। [232,1406,293,1438]
count-cell: ০২ (দুই) টি [950,568,995,613]
online-rule-item: জ. শুধু টেলিটক প্রি-পেইড মোবাইল ফোন থেকে প্রার্থীগণ নিম্নবর্ণিত SMS পদ্ধতি অনুসরণ করে নিজ নিজ User ID এবং PIN পুনরুদ্ধার করতে পারবেন। [809,1691,1388,1702]
sl-cell: ২৬ [800,418,829,465]
age-cell: অনূর্ধ্ব ৫০ বৎসর। [232,613,293,733]
table-row [800,309,1533,357]
rules-title: নিয়োগের শর্তাবলি : [809,1071,920,1087]
qualification-cell: (ক) কোন স্বীকৃত বোর্ড হইতে দ্বিতীয় শ্রেণি বা সমমানের সিজিপিএসহ মাধ্যমিক স্কুল সার্টিফিকেট (এসএসসি) বা সমমানের পরীক্ষায় উত্তীর্ণ; (খ) সুকানী হিসেবে অভিজ্ঞতাসম্পন্ন প্রার্থীগণকে অগ্রাধিকার প্রদান করা হইবে। [1051,952,1533,997]
age-cell: অনূর্ধ্ব ৩০ বৎসর। [995,952,1051,997]
table-row [800,613,1533,674]
age-cell: অনূর্ধ্ব ৩০ বৎসর। [995,418,1051,465]
table-row [800,907,1533,952]
table-row [38,1712,783,1756]
post-name-cell: হাইড্রোগ্রাফার (ফিল্ড) টাকা ২২০০০ - ৫৩০৬০/- [67,1290,187,1338]
qualification-cell: (ক) কোন স্বীকৃত বিশ্ববিদ্যালয় হইতে হিসাব বিজ্ঞান/ ফিন্যান্স/মার্কেটিং/ব্যবস্থাপনা/অর্থনীতিতে- (অ) ১ম শ্রেণি বা সমমানের সিজিপিএসহ স্নাতকোত্তর বা সমমানের ডিগ্রি; অথবা (আ) ২য় শ্রেণি বা সমমানের সিজিপিএসহ স্নাতক (সম্মান) বা সমমানের ডিগ্রি এবং অনূন ২য় শ্রেণি বা সমমানের সিজিপিএসহ স্নাতকোত্তর বা সমমানের ডিগ্রি; অথবা (খ) কোন স্বীকৃত বিশ্ববিদ্যালয় হইতে একাউন্টিং/ফিন্যান্স ও মেজরসহ এমবিএ (মাস্টার্স ইন বিজনেস অ্যাডমিনিস্ট্রেশন) বা সমমানের ডিগ্রি। তবে চার্টার্ড একাউন্টেন্ট (সিএ) বা কস্ট ম্যানেজমেন্ট একাউন্টেন্ট (সিএমএ) সার্টিফিকেটধারী প্রার্থীগণকে অগ্রাধিকার প্রদান করা হবে। [293,1012,783,1119]
post-name-cell: সহকারী পরিচালক (অর্থ) টাকা ২২০০০ - ৫৩০৬০/- [67,1119,187,1227]
count-cell: ০১ (এক) টি [187,1791,232,1828]
age-cell: অনূর্ধ্ব ৩০ বৎসর। [995,568,1051,613]
sl-cell: ১৯ [38,1756,67,1791]
post-name-cell: নিম্ন বৈজ্ঞানিক সহকারী টাকা ৯৩০০ - ২২৪৯০/- [829,309,950,357]
post-name-cell: সহকারী সাব ইন্সপেক্টর (নিরাপত্তা) টাকা ৯০০০ - ২১৮০০/- [829,674,950,907]
table-row [38,1682,783,1712]
post-name-cell: জুনিয়র অডিট এসিস্ট্যান্ট টাকা ৯৩০০ - ২২৪৯০/- [829,357,950,418]
sl-cell: ০৭ [38,1012,67,1119]
count-cell: ১০ (দশ) টি [950,952,995,997]
table-row [38,1338,783,1374]
sl-cell: ১৬ [38,1515,67,1682]
sl-cell: ০৬ [38,811,67,1012]
table-row [38,1470,783,1515]
rule-item: ১৩। অনলাইনে আবেদনপত্র পূরণ সংক্রান্ত নিয়মাবলি/শর্তাবলি : [809,1304,1049,1315]
sl-cell: ২৪ [800,309,829,357]
post-name-cell: সহকারী পরিচালক (হিসাব) টাকা ২২০০০ - ৫৩০৬০/- [67,1012,187,1119]
posts-table-left: ক্র. নং পদের নাম ও জাতীয় বেতন স্কেল- ২০১৫ পদের সংখ্যা ০১-০৬-২০২০ তারিখে বয়স শিক্ষাগত যোগ্যতা ও অভিজ্ঞতা ০১ পাইলট টাকা ৫৫০০০ - ৬৭০১০/- ০১ (এক) টি অনূর্ধ্ব ৫০ বৎসর। মাস্টার (এফজি) বা ২১ শ্রেণি (ডেক) কম্পিটেন্সি সার্টিফিকেটসহ বিদেশগামী জাহাজের ১ম মেট হিসাবে ২ (দুই) বৎসরের অভিজ্ঞতা; অথবা ওয় শ্রেণি (ডেক) কম্পিটেন্সি সার্টিফিকেটসহ বিদেশগামী জাহাজে ৮ (আট) বৎসরের সামুদ্রিক অভিজ্ঞতা। ০২ সিনিয়র হাইড্রোগ্রাফার (ফিল্ড) টাকা ৫৫০০০ - ৬৭০১০/- ০১ (এক) টি অনূর্ধ্ব ৫০ বৎসর। (ক) কোন স্বীকৃত বিশ্ববিদ্যালয় হইতে গণিত/পদার্থ বিজ্ঞান/ভূগোল/সমুদ্র বিজ্ঞান/রসায়ন/ফলিত গণিত বিভাগে ১ম শ্রেণি বা সমমানের সিজিপিএসহ স্নাতকোত্তর বা সমমানের ডিগ্রি; অথবা ৩য় শ্রেণি বা সমমানের সিজিপিএসহ স্নাতক (সম্মান) বা সমমানের ডিগ্রি এবং ২য় শ্রেণি বা সমমানের সিজিপিএসহ স্নাতকোত্তর বা সমমানের ডিগ্রি; এবং (খ) হাইড্রোগ্রাফী সংক্রান্ত বিষয়ে অনূন্য ৫ (পাঁচ) বৎসরের বাস্তব অভিজ্ঞতা। ০৩ উপ-পরিচালক (অডিট) টাকা ৫৫০০০ - ৬৭০১০/- ০১ (এক) টি অনূর্ধ্ব ৫০ বৎসর। (ক) কোন স্বীকৃত বিশ্ববিদ্যালয় হইতে- (অ) হিসাব বিজ্ঞান/ফিন্যান্স/মার্কেটিং/ ব্যবস্থাপনা/ অর্থনীতিতে ১ম শ্রেণি বা সমমানের সিজিপিএসহ স্নাতকোত্তর বা সমমানের ডিগ্রি; অথবা (আ) ২য় শ্রেণি বা সমমানের সিজিপিএসহ স্নাতক (সম্মান) বা সমমানের ডিগ্রি এবং অনূন ২য় শ্রেণি বা সমমানের সিজিপিএসহ স্নাতকোত্তর বা সমমানের ডিগ্রি; অথবা (ই) একাউন্টিং/ফিন্যান্স ও মেজরসহ এমবিএ (মাস্টার্স ইন বিজনেস অ্যাডমিনিস্ট্রেশন) বা সমমানের ডিগ্রি; তবে চার্টার্ড একাউন্টেন্ট (সিএ) বা কস্ট ম্যানেজমেন্ট একাউন্টেন্ট (সিএমএ) সার্টিফিকেটধারী প্রার্থীগণকে অগ্রাধিকার প্রদান করা হইবে; এবং (খ) কোন সরকারী/আধা-সরকারি/স্বায়ত্বশাসিত প্রতিষ্ঠানে একাউন্টস প্রতিষ্ঠানে সংশ্লিষ্ট ক্ষেত্রে অনূন্য ৫ (পাঁচ) বৎসরের বাস্তব অভিজ্ঞতা। ০৪ মেডিকেল অফিসার টাকা ২২০০০ - ৫৩০৬০/- ০১ (এক) টি অনূর্ধ্ব ৩৫ বৎসর। (ক) কোন স্বীকৃত মেডিকেল কলেজ হইতে এম.বি.বি.এস. ডিগ্রি; (খ) ১ (এক) বৎসরের ইন্টার্নশীপ অভিজ্ঞতা; (গ) সার্জারী/অর্থোপেডিক্স/মেডিসিন/গাইনী/কার্ডিওলজী/পেডিয়াট্রিক্স/অন্কো/ই.এন.টি/রেডিও প্রার্থী ইত্যাদির ক্ষেত্রে ১ (এক) বৎসরের অতিরিক্ত প্রার্থীগণকে অগ্রাধিকার প্রদান করা হইবে। ০৫ সহকারী প্রকৌশলী (সিভিল) টাকা ২২০০০ - ৫৩০৬০/- ০২ (দুই) টি অনূর্ধ্ব ৩০ বৎসর। কোন স্বীকৃত বিশ্ববিদ্যালয় হইতে পুর প্রকৌশলে স্নাতক বা সমমানের ডিগ্রি। তবে অভিজ্ঞ প্রার্থীদের ক্ষেত্রে বয়স শিথিলযোগ্য। ০৬ সহকারী পরিচালক (নিরাপত্তা) টাকা ২২০০০ - ৫৩০৬০/- ০১ (এক) টি অনূর্ধ্ব ৩০ বৎসর। (ক) কোন স্বীকৃত বিশ্ববিদ্যালয় হইতে ১ম শ্রেণি বা সমমানের সিজিপিএসহ স্নাতকোত্তর বা সমমানের ডিগ্রি; অথবা ২য় শ্রেণি বা সমমানের সিজিপিএসহ স্নাতক (সম্মান) বা সমমানের ডিগ্রি এবং ২য় শ্রেণি বা সমমানের সিজিপিএসহ স্নাতকোত্তর বা সমমানের ডিগ্রি; এবং (খ) প্রার্থীদের অবশ্যই কর্তৃপক্ষ কর্তৃক নির্ধারিত নিম্নবর্তী শারীরিক যোগ্যতা সম্পন্ন হইতে হইবে। প্রার্থীদের জন্যঃ উচ্চতা: কমপক্ষে ৫ ফুট ৬ ইঞ্চি; বুকের মাপ: স্বাভাবিক কমপক্ষে ৩০ ইঞ্চি, প্রসারণ কমপক্ষে ৩২ ইঞ্চি। প্রার্থী ক্ষেত্রে অন্যান্য শারীরিক/ডাক্তারী যোগ্যতাঃ দৃষ্টিশক্তি ৬/৬ হতে হবে। বর্ণান্ধ (Colour Blind) হতে পারবে না। রক্তচাপ স্বাভাবিক; দীর্ঘস্থায়ী অথবা সংক্রামক দুরারোগ্য ব্যাধিতে আক্রান্ত হয়ে থাকলে অযোগ্য বিবেচিত হবে। হেপাটাইটিস 'বি' নেগেটিভ (HBs Ag 'Negative') হতে হবে। ওজনঃ উচ্চতা, বয়স অনুপাতে বাংলাদেশের জন্য সরকারী সংস্থা/ সামরিক/আধা সামরিক বাহিনীর জন্য প্রযোজ্য তালিকা অনুযায়ী অনুসৃত হবে। ০৭ সহকারী পরিচালক (হিসাব) টাকা ২২০০০ - ৫৩০৬০/- ০১ (এক) টি অনূর্ধ্ব ৩০ বৎসর। (ক) কোন স্বীকৃত বিশ্ববিদ্যালয় হইতে হিসাব বিজ্ঞান/ ফিন্যান্স/মার্কেটিং/ব্যবস্থাপনা/অর্থনীতিতে- (অ) ১ম শ্রেণি বা সমমানের সিজিপিএসহ স্নাতকোত্তর বা সমমানের ডিগ্রি; অথবা (আ) ২য় শ্রেণি বা সমমানের সিজিপিএসহ স্নাতক (সম্মান) বা সমমানের ডিগ্রি এবং অনূন ২য় শ্রেণি বা সমমানের সিজিপিএসহ স্নাতকোত্তর বা সমমানের ডিগ্রি; অথবা (খ) কোন স্বীকৃত বিশ্ববিদ্যালয় হইতে একাউন্টিং/ফিন্যান্স ও মেজরসহ এমবিএ (মাস্টার্স ইন বিজনেস অ্যাডমিনিস্ট্রেশন) বা সমমানের ডিগ্রি। তবে চার্টার্ড একাউন্টেন্ট (সিএ) বা কস্ট ম্যানেজমেন্ট একাউন্টেন্ট (সিএমএ) সার্টিফিকেটধারী প্রার্থীগণকে অগ্রাধিকার প্রদান করা হবে। ০৮ সহকারী পরিচালক (অর্থ) টাকা ২২০০০ - ৫৩০৬০/- ০১ (এক) টি অনূর্ধ্ব ৩০ বৎসর। (ক) কোন স্বীকৃত বিশ্ববিদ্যালয় হইতে হিসাব বিজ্ঞান/ফিন্যান্স/মার্কেটিং/ব্যবস্থাপনা/অর্থনীতিতে- (অ) ১ম শ্রেণি বা সমমানের সিজিপিএসহ স্নাতকোত্তর বা সমমানের ডিগ্রি; অথবা (আ) ২য় শ্রেণি বা সমমানের সিজিপিএসহ স্নাতক (সম্মান) বা সমমানের ডিগ্রি এবং অনূন ২য় শ্রেণি বা সমমানের সিজিপিএসহ স্নাতকোত্তর বা সমমানের ডিগ্রি; অথবা (খ) কোন স্বীকৃত বিশ্ববিদ্যালয় হইতে একাউন্টিং/ফিন্যান্স ও মেজরসহ এমবিএ (মাস্টার্স ইন বিজনেস অ্যাডমিনিস্ট্রেশন) বা সমমানের ডিগ্রি। তবে চার্টার্ড একাউন্টেন্ট (সিএ) বা কস্ট ম্যানেজমেন্ট একাউন্টেন্ট (সিএমএ) সার্টিফিকেটধারী প্রার্থীগণকে অগ্রাধিকার প্রদান করা হবে। ০৯ সহকারী পরিচালক (ট্রাফিক) টাকা ২২০০০ - ৫৩০৬০/- ০১ (এক) টি অনূর্ধ্ব ৩০ বৎসর। (ক) কোন স্বীকৃত বিশ্ববিদ্যালয় হইতে ১ম শ্রেণি বা সমমানের সিজিপিএসহ স্নাতকোত্তর বা সমমানের ডিগ্রি; অথবা ২য় শ্রেণি বা সমমানের সিজিপিএসহ স্নাতক (সম্মান) বা সমমানের ডিগ্রি এবং ২য় শ্রেণি বা সমমানের সিজিপিএসহ স্নাতকোত্তর বা সমমানের ডিগ্রি; এবং (খ) কোন সরকারী/আধা-সরকারী/স্বায়ত্বশাসিত/সংবিধিবদ্ধ সংস্থার অভিজ্ঞতা সম্পন্ন প্রার্থী ক্ষেত্রে ৫ (পাঁচ) বৎসর পর্যন্ত শিথিলযোগ্য। ১০ হাইড্রোগ্রাফার (ফিল্ড) টাকা ২২০০০ - ৫৩০৬০/- ০১ (এক) টি অনূর্ধ্ব ৩০ বৎসর। কোন স্বীকৃত বিশ্ববিদ্যালয় হইতে গণিত/পদার্থ বিজ্ঞান/ভূগোল/সমুদ্র বিজ্ঞান/রসায়ন/ফলিত গণিত বিভাগে ১ম শ্রেণি বা সমমানের সিজিপিএসহ স্নাতকোত্তর বা সমমানের ডিগ্রি; অথবা ২য় শ্রেণি বা সমমানের সিজিপিএসহ স্নাতক (সম্মান) বা সমমানের ডিগ্রি এবং ২য় শ্রেণি বা সমমানের সিজিপিএসহ স্নাতকোত্তর বা সমমানের ডিগ্রি। ১১ সহকারী ট্রেজারী মাস্টার টাকা ১৬০০০ - ৩৮৬৪০/- ০১ (এক) টি অনূর্ধ্ব ৩৫ বৎসর। (ক) ৩য় শ্রেণির ডিটিপি (ডিপার্টমেন্ট অব ট্রান্সপোর্ট) সার্টিফিকেট; এবং (খ) ৩য় শ্রেণির (সিওসি) মাস্টার সার্টিফিকেট; এবং (গ) বিদেশগামী জাহাজে কাজের অভিজ্ঞতাসম্পন্ন প্রার্থীকে অগ্রাধিকার প্রদান করা হবে। ১২ উপ-সহকারী প্রকৌশলী (সিভিল) টাকা ১৬০০০ - ৩৮৬৪০/- ০৪ (চার) টি অনূর্ধ্ব ৩০ বৎসর। কোন স্বীকৃত বোর্ড/বিশ্ববিদ্যালয় হইতে ২য় শ্রেণি বা সমমানের সিজিপিএসহ ডিপ্লোমা-ইন-সিভিল ইঞ্জিনিয়ারিং। ১৩ উপ-সহকারী প্রকৌশলী (বিদ্যুৎ) টাকা ১৬০০০ - ৩৮৬৪০/- ০২ (দুই) টি অনূর্ধ্ব ৩০ বৎসর। কোন স্বীকৃত বোর্ড/বিশ্ববিদ্যালয় হইতে ২য় শ্রেণি বা সমমানের সিজিপিএসহ ডিপ্লোমা-ইন-ইলেকট্রিক্যাল ইঞ্জিনিয়ারিং। ১৪ উপ-সহকারী প্রকৌশলী (যান্ত্রিক) টাকা ১৬০০০ - ৩৮৬৪০/- ০৩ (তিন) টি অনূর্ধ্ব ৩০ বৎসর। কোন স্বীকৃত বোর্ড/বিশ্ববিদ্যালয় হইতে ২য় শ্রেণি বা সমমানের সিজিপিএসহ ডিপ্লোমা-ইন-মেকানিক্যাল ইঞ্জিনিয়ারিং। ১৫ প্রশাসনিক কর্মকর্তা টাকা ১২৫০০ - ৩০২৩০/- ০১ (এক) টি অনূর্ধ্ব ৩০ বৎসর। (ক) কোন স্বীকৃত বিশ্ববিদ্যালয় হইতে অনূন্য ২য় শ্রেণি বা সমমানের সিজিপিএসহ স্নাতক বা সমমানের ডিগ্রি। তবে স্নাতকোত্তর বা সমমানের ডিগ্রিধারী প্রার্থীগণকে অগ্রাধিকার দেওয়া হবে; এবং (খ) সংশ্লিষ্ট ক্ষেত্রে ৩ (তিন) বৎসরের বাস্তব অভিজ্ঞতা। ১৬ নিরাপত্তা কর্মকর্তা টাকা ১২৫০০ - ৩০২৩০/- ০১ (এক) টি অনূর্ধ্ব ৪০ বৎসর। (ক) কোন স্বীকৃত বিশ্ববিদ্যালয় হইতে স্নাতক বা সমমানের ডিগ্রি; (খ) প্রার্থীদের অবশ্যই কর্তৃপক্ষ কর্তৃক নির্ধারিত নিম্নবর্তী শারীরিক যোগ্যতা সম্পন্ন হইতে হইবে। প্রার্থীদের জন্যঃ উচ্চতা: কমপক্ষে ৫ ফুট ৬ ইঞ্চি; বুকের মাপ: স্বাভাবিক কমপক্ষে ৩০ ইঞ্চি, প্রসারণ কমপক্ষে ৩২ ইঞ্চি। দৃষ্টিশক্তি ৬/৬ হতে হবে। বর্ণান্ধ (Colour Blind) হতে পারবে না। হেপাটাইটিস 'বি' নেগেটিভ (HBs Ag 'Negative') হতে হবে। (গ) সংশ্লিষ্ট ক্ষেত্রে ৫ (পাঁচ) বৎসরের বাস্তব অভিজ্ঞতা। ১৭ সিনিয়র স্টাফ নার্স টাকা ১২৫০০ - ৩০২৩০/- ০১ (এক) টি অনূর্ধ্ব ৩০ বৎসর। (ক) কোন স্বীকৃত ইনস্টিটিউট হইতে ডিপ্লোমা-ইন-নার্সিং; এবং (খ) সংশ্লিষ্ট ক্ষেত্রে ২ (দুই) বৎসরের বাস্তব অভিজ্ঞতা। ১৮ ইলেকট্রিক্যাল মাস্টার (প্রথম শ্রেণি) টাকা ১১০০০ - ২৬৫৯০/- ০১ (এক) টি অনূর্ধ্ব ৪৫ বৎসর। (ক) কোন স্বীকৃত বোর্ড হইতে মাধ্যমিক স্কুল সার্টিফিকেট (এসএসসি) বা সমমানের পরীক্ষায় উত্তীর্ণ; (খ) ১ম শ্রেণির ইনল্যান্ড মাস্টার সার্টিফিকেট; (গ) সংশ্লিষ্ট ক্ষেত্রে ২ (দুই) বৎসরের বাস্তব অভিজ্ঞতা। ১৯ ইঞ্জিন ড্রাইভার (১ম শ্রেণি) টাকা ১১০০০ - ২৬৫৯০/- ০৮ (আট) টি অনূর্ধ্ব ৩০ বৎসর। (ক) কোন স্বীকৃত বোর্ড হইতে মাধ্যমিক স্কুল সার্টিফিকেট (এসএসসি) বা সমমানের পরীক্ষায় উত্তীর্ণ; (খ) ১ম শ্রেণির ইঞ্জিন ড্রাইভার সার্টিফিকেট থাকিতে হইবে। ২০ ট্রাফিক ইন্সপেক্টর টাকা ১০২০০ - ২৪৬৮০/- ০১ (এক) টি অনূর্ধ্ব ৩০ বৎসর। (ক) কোন স্বীকৃত বিশ্ববিদ্যালয় হইতে স্নাতক বা সমমানের ডিগ্রি; (খ) কম্পিউটারে দক্ষতা থাকিতে হইবে; (গ) ইংরেজি ও বাংলা টাইপিং এ গতিসম্পন্ন প্রার্থীগণকে অগ্রাধিকার প্রদান করা হইবে। [37,474,783,1828]
post-name-cell: সহকারী পরিচালক (ট্রাফিক) টাকা ২২০০০ - ৫৩০৬০/- [67,1227,187,1290]
advertisement-number: বিজ্ঞপ্তি নং-০৭/২০২০ [638,164,775,196]
table-row [38,733,783,778]
rule-item: ৩। ০১-০৬-২০২০ তারিখে প্রার্থীর বয়স গণনা করা হবে। বয়স প্রমাণের ক্ষেত্রে এফিডেভিট গ্রহণযোগ্য নয়। [809,1143,1208,1154]
sl-cell: ৩২ [800,907,829,952]
qualification-cell: কোন স্বীকৃত বোর্ড/বিশ্ববিদ্যালয় হইতে ২য় শ্রেণি বা সমমানের সিজিপিএসহ ডিপ্লোমা-ইন-মেকানিক্যাল ইঞ্জিনিয়ারিং। [293,1438,783,1470]
qualification-cell: (ক) কোন স্বীকৃত বিশ্ববিদ্যালয় হইতে স্নাতক বা সমমানের ডিগ্রি; (খ) প্রার্থীদের অবশ্যই কর্তৃপক্ষ কর্তৃক নির্ধারিত নিম্নবর্তী শারীরিক যোগ্যতা সম্পন্ন হইতে হইবে। প্রার্থীদের জন্যঃ উচ্চতা: কমপক্ষে ৫ ফুট ৬ ইঞ্চি; বুকের মাপ: স্বাভাবিক কমপক্ষে ৩০ ইঞ্চি, প্রসারণ কমপক্ষে ৩২ ইঞ্চি। দৃষ্টিশক্তি ৬/৬ হতে হবে। বর্ণান্ধ (Colour Blind) হতে পারবে না। হেপাটাইটিস 'বি' নেগেটিভ (HBs Ag 'Negative') হতে হবে। (গ) সংশ্লিষ্ট ক্ষেত্রে ৫ (পাঁচ) বৎসরের বাস্তব অভিজ্ঞতা। [293,1515,783,1682]
count-cell: ০৩ (তিন) টি [187,1438,232,1470]
count-cell: ০১ (এক) টি [187,1712,232,1756]
online-rule-item: Reply: Applicant's Name, Tk- 300/100 will be charged as application fee. Your PIN is xxxxxxxx. To pay fee Type PPA<Space>Yes<Space>PIN and send to 16222. [857,1506,1389,1532]
table-row [38,542,783,613]
rule-item: ২। ১ থেকে ৩৫ নং ক্রমিকের পদসমূহের আবেদনকারী প্রার্থীদেরকে প্রাথমিকভাবে কোন কাগজপত্র/সনদ প্রেরণ করতে হবে না। লিখিত পরীক্ষায় উত্তীর্ণ প্রার্থীদেরকে মৌখিক পরীক্ষার সময় নির্ধারিত কাগজপত্র দাখিল করতে হবে। [809,1112,1499,1138]
table-row [800,1027,1533,1059]
table-row [38,1406,783,1438]
port-authority-seal-icon [45,159,166,280]
count-cell: ০১ (এক) টি [187,1119,232,1227]
count-cell: ০২ (দুই) টি [950,279,995,309]
qualification-cell: কোন স্বীকৃত বোর্ড/বিশ্ববিদ্যালয় হইতে ২য় শ্রেণি বা সমমানের সিজিপিএসহ ডিপ্লোমা-ইন-ইলেকট্রিক্যাল ইঞ্জিনিয়ারিং। [293,1406,783,1438]
